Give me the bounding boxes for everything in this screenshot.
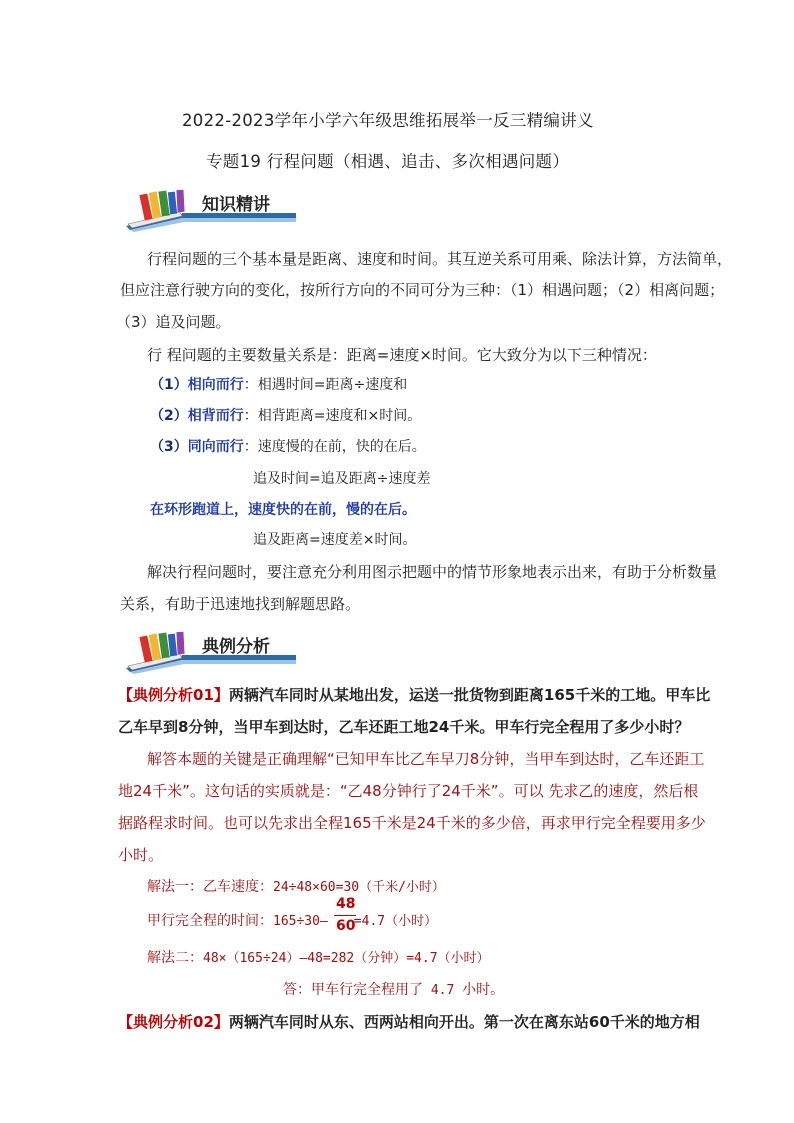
section-heading-examples: 典例分析	[202, 637, 270, 657]
example-tag: 【典例分析02】	[118, 1013, 229, 1031]
answer-value: 4.7	[423, 983, 463, 998]
example-tag: 【典例分析01】	[118, 686, 229, 704]
case-name: 同向而行	[187, 439, 244, 455]
example-question: 两辆汽车同时从某地出发，运送一批货物到距离165千米的工地。甲车比	[228, 686, 711, 704]
analysis-line: 据路程求时间。也可以先求出全程165千米是24千米的多少倍，再求甲行完全程要用多少	[118, 814, 706, 832]
example-question: 两辆汽车同时从东、西两站相向开出。第一次在离东站60千米的地方相	[228, 1013, 700, 1031]
answer-label: 答：甲车行完全程用了	[283, 982, 423, 998]
case-item	[150, 436, 426, 456]
method-expression: 24÷48×60=30（千米/小时）	[273, 880, 445, 895]
document-title: 2022-2023学年小学六年级思维拓展举一反三精编讲义	[182, 111, 594, 130]
analysis-line: 小时。	[118, 846, 164, 864]
method-expression: =4.7（小时）	[353, 914, 438, 929]
section-header-examples	[120, 628, 300, 674]
method-1-line	[147, 876, 445, 896]
example-1-question-line	[118, 684, 710, 705]
method-expression: 48×（165÷24）—48=282（分钟）=4.7（小时）	[203, 951, 490, 966]
method-label: 解法一：乙车速度：	[147, 879, 273, 895]
example-2-question-line	[118, 1011, 700, 1032]
example-1-question-line: 乙车早到8分钟，当甲车到达时，乙车还距工地24千米。甲车行完全程用了多少小时？	[118, 718, 690, 736]
method-1b-line	[147, 910, 437, 930]
analysis-line: 解答本题的关键是正确理解“已知甲车比乙车早刀8分钟，当甲车到达时，乙车还距工	[147, 750, 705, 768]
paragraph-line: 行 程问题的主要数量关系是：距离=速度×时间。它大致分为以下三种情况：	[147, 346, 657, 364]
paragraph-line: 行程问题的三个基本量是距离、速度和时间。其互逆关系可用乘、除法计算，方法简单，	[147, 250, 733, 268]
fraction-denominator: 60	[336, 918, 356, 934]
answer-line	[283, 979, 504, 999]
formula-chase-time: 追及时间=追及距离÷速度差	[253, 471, 431, 487]
method-label: 解法二：	[147, 950, 203, 966]
fraction-bar	[334, 915, 356, 916]
paragraph-line: 关系，有助于迅速地找到解题思路。	[120, 595, 361, 613]
method-label: 甲行完全程的时间：	[147, 913, 273, 929]
ring-track-note: 在环形跑道上，速度快的在前，慢的在后。	[150, 502, 416, 518]
paragraph-line: 但应注意行驶方向的变化，按所行方向的不同可分为三种：（1）相遇问题；（2）相离问题；	[120, 281, 725, 299]
paragraph-line: （3）追及问题。	[116, 313, 231, 331]
formula-chase-distance: 追及距离=速度差×时间。	[253, 532, 417, 548]
method-expression: 165÷30—	[273, 914, 328, 929]
case-text: ：相背距离=速度和×时间。	[243, 408, 422, 424]
case-number: （1）	[150, 377, 188, 393]
document-subtitle: 专题19 行程问题（相遇、追击、多次相遇问题）	[206, 152, 570, 171]
fraction-numerator: 48	[336, 896, 356, 912]
case-text: ：速度慢的在前，快的在后。	[243, 439, 426, 455]
case-name: 相背而行	[187, 408, 244, 424]
analysis-line: 地24千米”。这句话的实质就是：“乙48分钟行了24千米”。可以 先求乙的速度，然后根	[118, 782, 699, 800]
case-name: 相向而行	[187, 377, 244, 393]
case-text: ：相遇时间=距离÷速度和	[243, 377, 408, 393]
case-item	[150, 405, 421, 425]
method-2-line	[147, 947, 490, 967]
paragraph-line: 解决行程问题时，要注意充分利用图示把题中的情节形象地表示出来，有助于分析数量	[147, 563, 718, 581]
section-heading-knowledge: 知识精讲	[202, 195, 270, 215]
case-number: （2）	[150, 408, 188, 424]
case-number: （3）	[150, 439, 188, 455]
case-item	[150, 374, 407, 394]
section-header-knowledge	[120, 186, 300, 232]
answer-unit: 小时。	[462, 982, 505, 998]
